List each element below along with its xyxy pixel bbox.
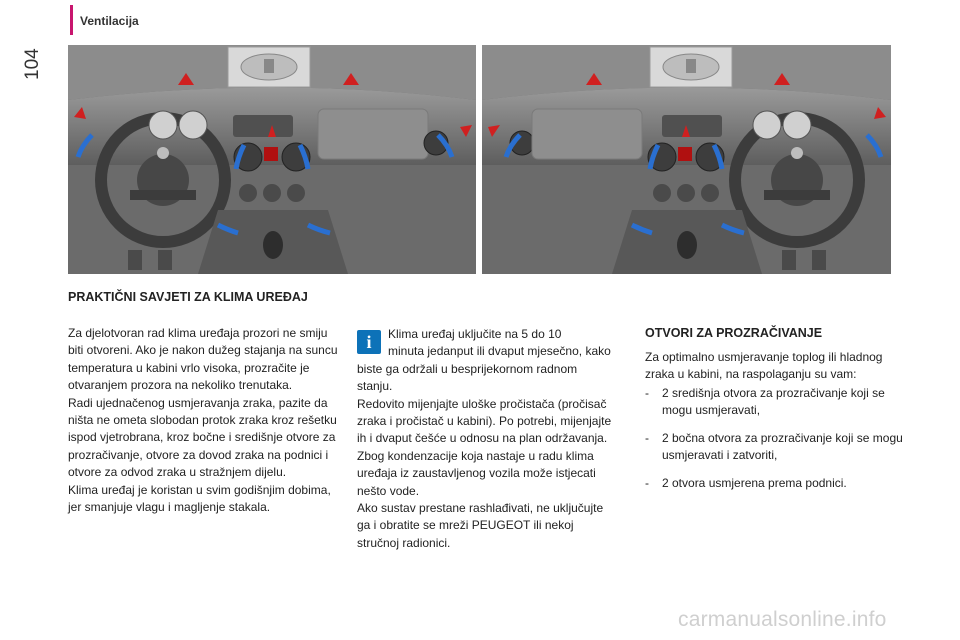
tips-paragraph: Za djelotvoran rad klima uređaja prozori ne smiju biti otvoreni. Ako je nakon dužeg stajanja na suncu temperatura u kabini vrlo visoka, prozračite je otvaranjem prozora na nekoliko trenutaka. <box>68 326 338 393</box>
ventilation-vents-list <box>645 385 915 502</box>
list-item <box>645 430 915 465</box>
info-paragraph <box>357 326 615 396</box>
list-item-text: 2 središnja otvora za prozračivanje koji se mogu usmjeravati, <box>662 386 885 418</box>
accent-bar <box>70 5 73 35</box>
dashboard-figure-lhd <box>68 45 476 274</box>
dashboard-lhd-illustration <box>68 45 476 274</box>
page-number: 104 <box>22 48 43 80</box>
tips-paragraph: Klima uređaj je koristan u svim godišnjim dobima, jer smanjuje vlagu i magljenje stakala. <box>68 482 331 515</box>
list-dash: - <box>645 386 649 400</box>
info-note-text <box>357 326 615 552</box>
info-paragraph: Zbog kondenzacije koja nastaje u radu klima uređaja iz zaustavljenog vozila može istjecati nešto vode. <box>357 448 596 498</box>
ventilation-vents-title: OTVORI ZA PROZRAČIVANJE <box>645 326 823 340</box>
air-conditioning-tips-text <box>68 325 343 516</box>
ventilation-vents-intro: Za optimalno usmjeravanje toplog ili hladnog zraka u kabini, na raspolaganju su vam: <box>645 350 883 382</box>
list-item <box>645 385 915 420</box>
dashboard-rhd-illustration <box>482 45 891 274</box>
info-first-rest-start: minuta jedanput ili dvaput mjesečno, kako biste ga održali u besprijekornom radnom stanju. <box>357 344 611 394</box>
air-conditioning-tips-title: PRAKTIČNI SAVJETI ZA KLIMA UREĐAJ <box>68 290 308 304</box>
info-icon: i <box>357 330 381 354</box>
list-item-text: 2 otvora usmjerena prema podnici. <box>662 475 847 490</box>
list-dash: - <box>645 475 649 490</box>
list-dash: - <box>645 430 649 445</box>
dashboard-figure-rhd <box>482 45 891 274</box>
info-paragraph: Redovito mijenjajte uloške pročistača (pročisač zraka i pročistač u kabini). Po potrebi, mijenjajte ih i dvaput češće u odnosu na plan održavanja. <box>357 396 612 446</box>
list-item <box>645 475 915 492</box>
watermark: carmanualsonline.info <box>678 608 887 631</box>
info-paragraph: Ako sustav prestane rashlađivati, ne uključujte ga i obratite se mreži PEUGEOT ili nekoj stručnoj radionici. <box>357 501 604 550</box>
info-first-line: Klima uređaj uključite na 5 do 10 <box>388 327 562 341</box>
tips-paragraph: Radi ujednačenog usmjeravanja zraka, pazite da ništa ne ometa slobodan protok zraka kroz rešetku ispod vjetrobrana, kroz bočne i središnje otvore za prozračivanje, otvore za dovod zraka na podnici i otvore za odvod zraka u stražnjem dijelu. <box>68 395 337 480</box>
list-item-text: 2 bočna otvora za prozračivanje koji se mogu usmjeravati i zatvoriti, <box>662 430 903 463</box>
section-title: Ventilacija <box>80 14 139 28</box>
